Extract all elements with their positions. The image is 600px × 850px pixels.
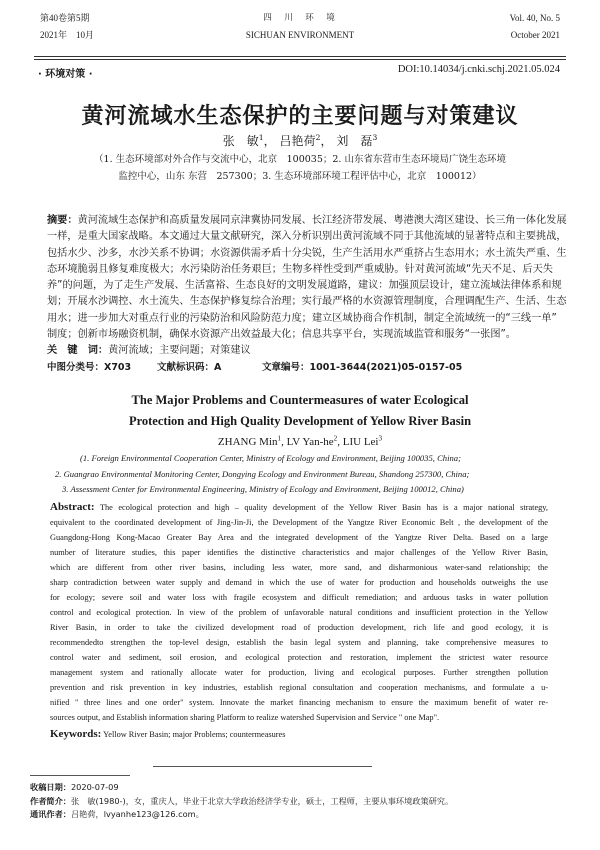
article-number: 文章编号：1001-3644(2021)05-0157-05 <box>262 361 463 373</box>
volume-issue-en: Vol. 40, No. 5 <box>509 13 560 23</box>
footnote-label: 作者简介： <box>30 795 71 806</box>
volume-issue-cn: 第40卷第5期 <box>40 13 90 23</box>
author-sup: 2 <box>333 434 338 443</box>
affiliations-en <box>0 451 600 498</box>
author-sup: 1 <box>277 434 282 443</box>
abstract-line: 制度；创新市场融资机制，确保水资源产出效益最大化；信息共享平台，实现流域监管和服务“一张图”。 <box>47 329 516 341</box>
keywords-label: Keywords: <box>50 728 102 740</box>
classification <box>47 360 553 376</box>
abstract-text: The ecological protection and high – quality development of the Yellow River Basin has is a major national strategy, <box>99 503 548 512</box>
footnote-rule <box>30 775 130 776</box>
author-sup: 2 <box>315 133 321 142</box>
author-sup: 3 <box>372 133 378 142</box>
footnote-corresponding <box>30 808 453 822</box>
abstract-line: 态环境脆弱且修复难度极大；水污染防治任务艰巨；生物多样性受到严重威胁。针对黄河流域“先天不足、后天失 <box>47 263 553 275</box>
header-right <box>510 12 560 42</box>
header-left <box>40 12 94 42</box>
affiliations-cn <box>0 151 600 185</box>
abstract-line: control and ecological protection. In view of the problem of unfavorable natural conditions and insufficient protection in the Yellow <box>50 608 548 617</box>
date-cn: 2021年 10月 <box>40 30 95 40</box>
abstract-line: River Basin, in order to take the civilized development road of production development, rich life and good ecology, it is <box>50 623 548 632</box>
author-name: LV Yan-he <box>286 436 334 448</box>
keywords-value: 黄河流域；主要问题；对策建议 <box>108 345 251 357</box>
abstract-line: Guangdong-Hong Kong-Macao Greater Bay Area and the integrated development of the Yangtze River Delta. Based on a large <box>50 533 548 542</box>
abstract-line: management system and rationally allocate water for production, living and ecological purposes. Further strengthen pollution <box>50 668 548 677</box>
abstract-line: number of literature studies, this paper identifies the distinctive characteristics and major challenges of the Yellow River Basin, <box>50 548 548 557</box>
affiliation-line: (1. Foreign Environmental Cooperation Center, Ministry of Ecology and Environment, Beijing 100035, China; <box>80 453 461 463</box>
clc-number: 中图分类号：X703 <box>47 361 132 373</box>
author-name: 刘 磊 <box>336 134 373 148</box>
footnote-value: 张 敏(1980-)，女，重庆人，毕业于北京大学政治经济学专业，硕士，工程师，主要从事环境政策研究。 <box>70 795 454 806</box>
separator-rule <box>153 766 372 767</box>
date-en: October 2021 <box>510 30 560 40</box>
footnote-received <box>30 781 453 795</box>
keywords-label: 关 键 词： <box>47 345 109 357</box>
footnote-author-bio <box>30 795 453 809</box>
title-en <box>0 390 600 432</box>
abstract-line: prevention and risk prevention in key industries, establish regional consultation and cooperation mechanisms, and formulate a u- <box>50 683 548 692</box>
title-en-line: The Major Problems and Countermeasures of water Ecological <box>131 393 469 407</box>
authors-cn: 张 敏$^1$， 吕艳荷$^2$， 刘 磊$^3$ <box>222 133 378 148</box>
title-cn: 黄河流域水生态保护的主要问题与对策建议 <box>81 104 519 129</box>
abstract-line: 划；开展水沙调控、水土流失、生态保护修复综合治理；实行最严格的水资源管理制度，合理调配生产、生活、生态 <box>47 296 567 308</box>
abstract-label: Abstract: <box>50 501 95 513</box>
keywords-en <box>50 725 548 743</box>
abstract-line: control water and sediment, soil erosion, and ecological protection and restoration, implement the strictest water resource <box>50 653 548 662</box>
abstract-line: 一样，是重大国家战略。本文通过大量文献研究，深入分析识别出黄河流域不同于其他流域的显著特点和主要挑战， <box>47 231 567 243</box>
abstract-label: 摘要： <box>47 215 78 226</box>
doi: DOI:10.14034/j.cnki.schj.2021.05.024 <box>397 64 560 75</box>
document-code: 文献标识码：A <box>157 361 222 373</box>
header-rule <box>34 56 566 57</box>
header-center <box>200 12 400 42</box>
keywords-cn <box>47 343 553 359</box>
journal-name-cn: 四 川 环 境 <box>263 13 337 23</box>
author-sup: 1 <box>258 133 264 142</box>
header-rule-thin <box>34 59 566 60</box>
abstract-line: 用水；进一步加大对重点行业的污染防治和风险防范力度；建立区域协商合作机制，制定全流域统一的“三线一单” <box>47 312 557 324</box>
abstract-line <box>50 500 548 515</box>
abstract-cn <box>47 213 567 376</box>
abstract-line: 养”的问题，为了走生产发展、生活富裕、生态良好的文明发展道路，建议：加强顶层设计，建立流域法律体系和规 <box>47 280 562 292</box>
abstract-line: sources output, and Establish information sharing Platform to realize watershed Supervision and Service " one Map". <box>50 713 440 722</box>
affiliation-line: 3. Assessment Center for Environmental Engineering, Ministry of Ecology and Environment, Beijing 100012, China) <box>62 484 464 494</box>
author-name: ZHANG Min <box>217 436 278 448</box>
author-name: LIU Lei <box>342 436 379 448</box>
footnote-value: 吕艳荷，lvyanhe123@126.com。 <box>70 809 204 819</box>
footnote-label: 通讯作者： <box>30 809 71 819</box>
author-sup: 3 <box>378 434 383 443</box>
journal-name-en: SICHUAN ENVIRONMENT <box>245 30 355 40</box>
abstract-en <box>50 500 548 743</box>
author-name: 吕艳荷 <box>279 134 316 148</box>
keywords-value: Yellow River Basin; major Problems; countermeasures <box>103 730 286 739</box>
affiliation-line: （1. 生态环境部对外合作与交流中心，北京 100035；2. 山东省东营市生态环境局广饶生态环境 <box>94 154 506 165</box>
section-label: · 环境对策 · <box>38 69 93 80</box>
abstract-line <box>47 213 567 229</box>
footnote-label: 收稿日期： <box>30 782 71 792</box>
abstract-line: 包括水少、沙多，水沙关系不协调；水资源供需矛盾十分尖锐，生产生活用水严重挤占生态用水；水土流失严重、生 <box>47 247 567 259</box>
footnotes <box>30 781 453 822</box>
affiliation-line: 2. Guangrao Environmental Monitoring Center, Dongying Ecology and Environment Bureau, Shandong 257300, China; <box>55 468 470 479</box>
abstract-line: recommendedto strengthen the top-level design, establish the basin legal system and planning, take comprehensive measures to <box>50 638 548 647</box>
abstract-line: for ecology; severe soil and water loss with fragile ecosystem and difficult remediation; and arduous tasks in water pollution <box>50 593 548 602</box>
abstract-line: equivalent to the coordinated development of Jing-Jin-Ji, the Development of the Yangtze River Economic Belt , the development of the <box>50 518 548 527</box>
author-name: 张 敏 <box>222 134 259 148</box>
abstract-line: which are different from other river basins, including less water, more sand, and disharmonious water-sand relationship; the <box>50 563 548 572</box>
affiliation-line: 监控中心，山东 东营 257300；3. 生态环境部环境工程评估中心，北京 100012） <box>118 171 482 182</box>
authors-en: ZHANG Min$^1$, LV Yan-$he^2$, LIU Lei$^3$ <box>217 434 383 448</box>
abstract-line: nified " three lines and one order" system. Innovate the market financing mechanism to ensure the maximum benefit of water re- <box>50 698 548 707</box>
abstract-text: 黄河流域生态保护和高质量发展同京津冀协同发展、长江经济带发展、粤港澳大湾区建设、长三角一体化发展 <box>77 215 567 226</box>
title-en-line: Protection and High Quality Development of Yellow River Basin <box>128 414 472 428</box>
footnote-value: 2020-07-09 <box>70 782 119 792</box>
abstract-line: sharp contradiction between water supply and demand in which the use of water for production and households outweighs the use <box>50 578 548 587</box>
